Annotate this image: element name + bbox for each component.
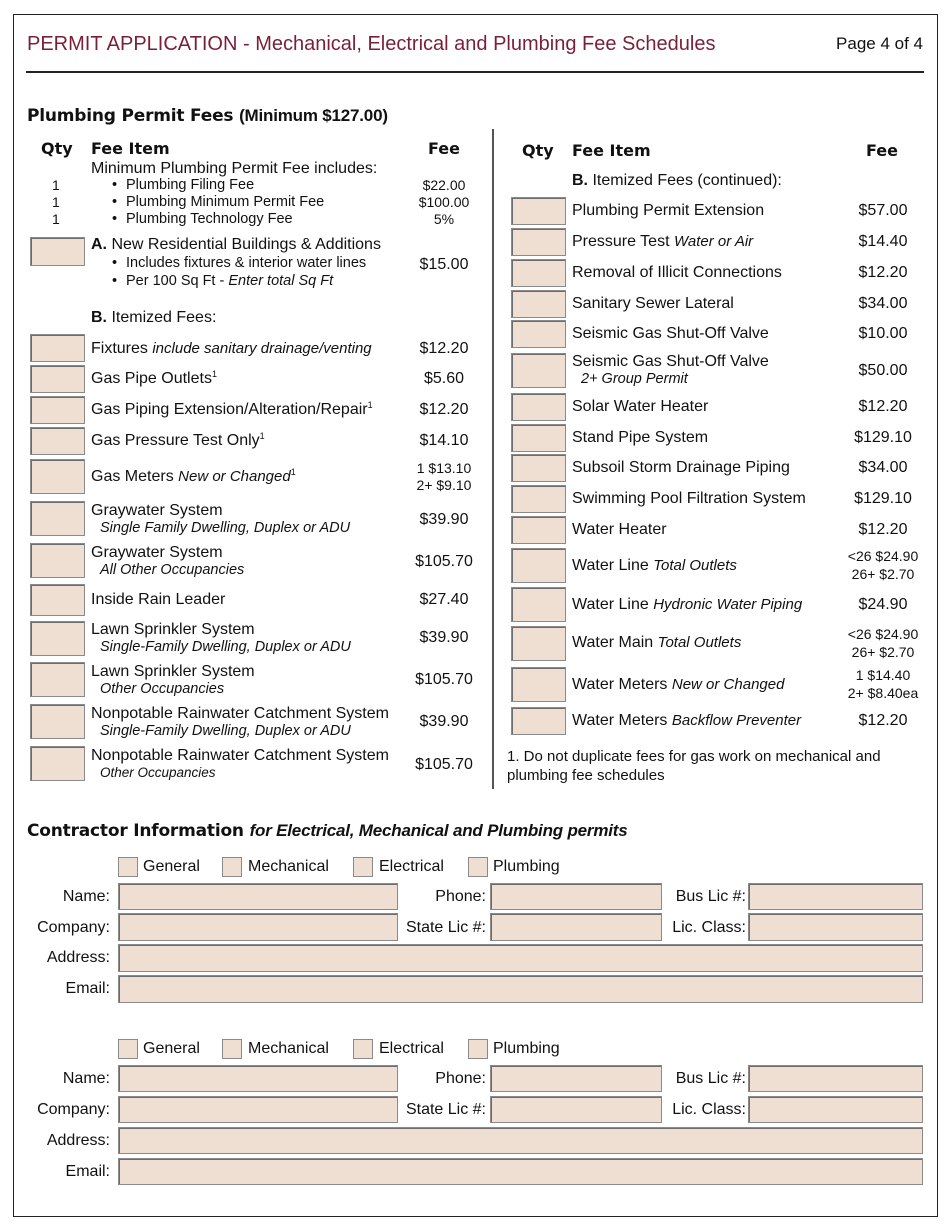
footnote-ref: 1: [290, 467, 296, 477]
fee-item-fee: $24.90: [858, 596, 908, 613]
electrical-checkbox[interactable]: [353, 857, 373, 877]
state-lic-input[interactable]: [490, 913, 662, 941]
min-includes-heading: Minimum Plumbing Permit Fee includes:: [91, 160, 378, 177]
bullet: •: [112, 194, 118, 210]
fee-item-note: include sanitary drainage/venting: [152, 340, 372, 357]
mechanical-label: Mechanical: [248, 858, 329, 875]
name-label: Name:: [62, 888, 110, 905]
bus-lic-label: Bus Lic #:: [675, 888, 746, 905]
fee-item-sub: Other Occupancies: [100, 681, 225, 697]
fee-item-main: Inside Rain Leader: [91, 591, 226, 608]
plumbing-checkbox[interactable]: [468, 1039, 488, 1059]
fee-item-sub: Other Occupancies: [100, 765, 216, 780]
qty-input-permit-extension[interactable]: [511, 197, 566, 225]
fee-item-fee-tier-2: 26+ $2.70: [851, 566, 915, 582]
fee-item-label: [572, 634, 741, 652]
a-label: A.: [91, 236, 107, 253]
b-heading-left: [91, 309, 216, 327]
fee-item-fee: $34.00: [858, 459, 908, 476]
fee-item-label: [572, 596, 802, 614]
electrical-label: Electrical: [379, 1040, 444, 1057]
fee-item-sub: Single-Family Dwelling, Duplex or ADU: [100, 723, 351, 739]
fee-item-main: Water Heater: [572, 521, 667, 538]
fee-item-fee: $50.00: [858, 362, 908, 379]
qty-input-new-residential[interactable]: [30, 237, 85, 266]
fee-item-fee: $12.20: [419, 340, 469, 357]
min-row-fee: 5%: [433, 211, 455, 227]
fee-item-note: New or Changed: [671, 676, 785, 693]
fee-item-fee-tier-2: 26+ $2.70: [851, 644, 915, 660]
qty-input-water-line-hydronic[interactable]: [511, 587, 566, 622]
email-label: Email:: [65, 1163, 110, 1180]
fee-item-fee: $12.20: [419, 401, 469, 418]
fee-item-main: Fixtures: [91, 340, 153, 357]
qty-input-subsoil-drainage[interactable]: [511, 454, 566, 482]
fee-item-main: Gas Piping Extension/Alteration/Repair: [91, 401, 368, 418]
bullet: •: [112, 273, 118, 289]
fee-item-main: Removal of Illicit Connections: [572, 264, 782, 281]
fee-item-label: [91, 468, 296, 486]
b-label: B.: [572, 172, 588, 189]
bullet: •: [112, 177, 118, 193]
plumbing-label: Plumbing: [493, 858, 560, 875]
phone-label: Phone:: [435, 1070, 486, 1087]
qty-input-stand-pipe[interactable]: [511, 424, 566, 452]
plumbing-section-title: [27, 106, 388, 126]
left-col-qty: Qty: [41, 139, 73, 158]
min-row-qty: 1: [52, 194, 60, 210]
mechanical-checkbox[interactable]: [222, 857, 242, 877]
fee-item-fee: $34.00: [858, 295, 908, 312]
fee-item-fee-tier-2: 2+ $9.10: [416, 477, 472, 493]
fee-item-label: [91, 401, 373, 419]
qty-input-illicit-connections[interactable]: [511, 259, 566, 287]
qty-input-gas-pressure-test[interactable]: [30, 427, 85, 455]
fee-item-sub: 2+ Group Permit: [581, 371, 688, 387]
qty-input-graywater-other[interactable]: [30, 543, 85, 578]
qty-input-water-main[interactable]: [511, 626, 566, 661]
min-row-fee: $100.00: [418, 194, 470, 210]
qty-input-seismic-valve-group[interactable]: [511, 353, 566, 388]
state-lic-label: State Lic #:: [405, 1101, 486, 1118]
fee-item-label: [572, 712, 801, 730]
page-number: Page 4 of 4: [836, 34, 923, 53]
footnote-ref: 1: [211, 369, 217, 379]
plumbing-label: Plumbing: [493, 1040, 560, 1057]
fee-item-sub: Single-Family Dwelling, Duplex or ADU: [100, 639, 351, 655]
fee-item-fee-tier-2: 2+ $8.40ea: [847, 685, 919, 701]
fee-item-main: Subsoil Storm Drainage Piping: [572, 459, 790, 476]
fee-item-fee: $39.90: [419, 713, 469, 730]
a-bullet-2-note: Enter total Sq Ft: [228, 273, 334, 289]
fee-item-main: Seismic Gas Shut-Off Valve: [572, 325, 769, 342]
qty-input-pool-filtration[interactable]: [511, 485, 566, 513]
fee-item-main: Water Meters: [572, 712, 672, 729]
left-col-fee-item: Fee Item: [91, 139, 170, 158]
qty-input-pressure-test[interactable]: [511, 228, 566, 256]
bus-lic-input[interactable]: [748, 1065, 923, 1092]
fee-item-fee-tier-1: <26 $24.90: [847, 626, 919, 642]
fee-item-fee: $105.70: [415, 756, 473, 773]
qty-input-gas-pipe-outlets[interactable]: [30, 365, 85, 393]
a-bullet-2-text: Per 100 Sq Ft -: [126, 273, 229, 289]
fee-item-fee: $12.20: [858, 398, 908, 415]
email-input[interactable]: [118, 975, 923, 1003]
fee-item-main: Graywater System: [91, 544, 223, 561]
fee-item-main: Water Meters: [572, 676, 672, 693]
min-row-item: Plumbing Technology Fee: [126, 211, 293, 227]
qty-input-rainwater-sfd[interactable]: [30, 704, 85, 739]
electrical-label: Electrical: [379, 858, 444, 875]
b-heading-right: [572, 172, 782, 190]
fee-item-fee: $39.90: [419, 511, 469, 528]
contractor-title: Contractor Information: [27, 821, 244, 841]
fee-item-fee: $105.70: [415, 671, 473, 688]
min-row-qty: 1: [52, 177, 60, 193]
qty-input-water-line-outlets[interactable]: [511, 548, 566, 583]
qty-input-water-heater[interactable]: [511, 516, 566, 544]
fee-item-note: Total Outlets: [657, 634, 742, 651]
electrical-checkbox[interactable]: [353, 1039, 373, 1059]
qty-input-water-meters[interactable]: [511, 667, 566, 702]
contractor-section-title: [27, 821, 628, 841]
general-label: General: [143, 858, 200, 875]
qty-input-rainwater-other[interactable]: [30, 746, 85, 781]
qty-input-seismic-valve[interactable]: [511, 320, 566, 348]
phone-input[interactable]: [490, 883, 662, 910]
phone-label: Phone:: [435, 888, 486, 905]
bus-lic-label: Bus Lic #:: [675, 1070, 746, 1087]
a-title: New Residential Buildings & Additions: [111, 236, 381, 253]
fee-item-fee: $12.20: [858, 712, 908, 729]
fee-item-fee: $27.40: [419, 591, 469, 608]
email-label: Email:: [65, 980, 110, 997]
min-row-item: Plumbing Filing Fee: [126, 177, 255, 193]
fee-item-fee-tier-1: 1 $14.40: [855, 667, 911, 683]
qty-input-gas-piping-extension[interactable]: [30, 396, 85, 424]
fee-item-fee: $14.10: [419, 432, 469, 449]
fee-item-main: Plumbing Permit Extension: [572, 202, 765, 219]
footnote-ref: 1: [367, 400, 373, 410]
company-input[interactable]: [118, 1096, 398, 1123]
fee-item-label: [572, 233, 753, 251]
fee-item-main: Water Line: [572, 557, 654, 574]
lic-class-label: Lic. Class:: [672, 919, 746, 936]
company-label: Company:: [37, 1101, 110, 1118]
left-col-fee: Fee: [428, 139, 460, 158]
fee-item-main: Stand Pipe System: [572, 429, 709, 446]
fee-item-main: Nonpotable Rainwater Catchment System: [91, 705, 389, 722]
fee-item-fee: $10.00: [858, 325, 908, 342]
name-label: Name:: [62, 1070, 110, 1087]
fee-item-label: [91, 370, 217, 388]
fee-item-fee: $12.20: [858, 264, 908, 281]
min-row-item: Plumbing Minimum Permit Fee: [126, 194, 325, 210]
mechanical-checkbox[interactable]: [222, 1039, 242, 1059]
fee-item-main: Gas Meters: [91, 468, 179, 485]
name-input[interactable]: [118, 883, 398, 910]
fee-item-main: Gas Pipe Outlets: [91, 370, 212, 387]
b-title-continued: Itemized Fees (continued):: [592, 172, 782, 189]
fee-item-label: [572, 557, 737, 575]
general-checkbox[interactable]: [118, 1039, 138, 1059]
general-label: General: [143, 1040, 200, 1057]
column-divider: [492, 129, 494, 789]
plumbing-checkbox[interactable]: [468, 857, 488, 877]
fee-item-fee-tier-1: 1 $13.10: [416, 460, 472, 476]
company-label: Company:: [37, 919, 110, 936]
lic-class-input[interactable]: [748, 913, 923, 941]
address-input[interactable]: [118, 944, 923, 972]
page-title: PERMIT APPLICATION - Mechanical, Electrical and Plumbing Fee Schedules: [27, 33, 716, 55]
fee-item-fee: $105.70: [415, 553, 473, 570]
a-bullet-1: Includes fixtures & interior water lines: [126, 255, 367, 271]
qty-input-lawn-sprinkler-sfd[interactable]: [30, 621, 85, 656]
fee-item-main: Seismic Gas Shut-Off Valve: [572, 353, 769, 370]
contractor-subtitle: for Electrical, Mechanical and Plumbing permits: [249, 821, 628, 840]
fee-item-main: Sanitary Sewer Lateral: [572, 295, 734, 312]
name-input[interactable]: [118, 1065, 398, 1092]
fee-item-fee: $129.10: [854, 429, 912, 446]
company-input[interactable]: [118, 913, 398, 941]
right-col-qty: Qty: [522, 141, 554, 160]
phone-input[interactable]: [490, 1065, 662, 1092]
plumbing-title: Plumbing Permit Fees: [27, 106, 234, 126]
fee-item-main: Water Main: [572, 634, 658, 651]
fee-item-main: Pressure Test: [572, 233, 674, 250]
address-input[interactable]: [118, 1127, 923, 1154]
a-row-title: [91, 236, 381, 254]
email-input[interactable]: [118, 1158, 923, 1185]
fee-item-sub: Single Family Dwelling, Duplex or ADU: [100, 520, 351, 536]
bullet: •: [112, 211, 118, 227]
fee-item-note: Total Outlets: [653, 557, 737, 574]
bullet: •: [112, 255, 118, 271]
address-label: Address:: [46, 1132, 110, 1149]
fee-item-fee: $5.60: [423, 370, 465, 387]
fee-item-note: New or Changed: [178, 468, 291, 485]
qty-input-solar-water-heater[interactable]: [511, 393, 566, 421]
qty-input-sewer-lateral[interactable]: [511, 290, 566, 318]
a-fee: $15.00: [419, 256, 469, 273]
fee-item-sub: All Other Occupancies: [100, 562, 245, 578]
lic-class-input[interactable]: [748, 1096, 923, 1123]
qty-input-graywater-sfd[interactable]: [30, 501, 85, 536]
general-checkbox[interactable]: [118, 857, 138, 877]
fee-item-label: [91, 340, 372, 358]
fee-item-main: Water Line: [572, 596, 654, 613]
fee-item-fee: $129.10: [854, 490, 912, 507]
min-row-qty: 1: [52, 211, 60, 227]
fee-item-fee-tier-1: <26 $24.90: [847, 548, 919, 564]
right-col-fee-item: Fee Item: [572, 141, 651, 160]
fee-item-note: Hydronic Water Piping: [653, 596, 803, 613]
state-lic-label: State Lic #:: [405, 919, 486, 936]
fee-item-label: [572, 676, 784, 694]
bus-lic-input[interactable]: [748, 883, 923, 910]
state-lic-input[interactable]: [490, 1096, 662, 1123]
b-label: B.: [91, 309, 107, 326]
footnote-ref: 1: [259, 431, 265, 441]
qty-input-inside-rain-leader[interactable]: [30, 584, 85, 616]
address-label: Address:: [46, 949, 110, 966]
fee-item-main: Gas Pressure Test Only: [91, 432, 260, 449]
mechanical-label: Mechanical: [248, 1040, 329, 1057]
fee-item-label: [91, 432, 265, 450]
qty-input-lawn-sprinkler-other[interactable]: [30, 662, 85, 697]
fee-item-fee: $39.90: [419, 629, 469, 646]
qty-input-backflow-preventer[interactable]: [511, 707, 566, 735]
fee-item-fee: $14.40: [858, 233, 908, 250]
fee-item-note: Backflow Preventer: [671, 712, 802, 729]
right-col-fee: Fee: [866, 141, 898, 160]
qty-input-fixtures[interactable]: [30, 334, 85, 362]
footnote-line-2: plumbing fee schedules: [507, 767, 665, 784]
qty-input-gas-meters[interactable]: [30, 459, 85, 494]
fee-item-main: Nonpotable Rainwater Catchment System: [91, 747, 389, 764]
header-divider: [26, 71, 924, 73]
min-row-fee: $22.00: [422, 177, 466, 193]
fee-item-main: Lawn Sprinkler System: [91, 621, 255, 638]
a-bullet-2: [126, 273, 333, 289]
fee-item-main: Graywater System: [91, 502, 223, 519]
fee-item-main: Solar Water Heater: [572, 398, 709, 415]
lic-class-label: Lic. Class:: [672, 1101, 746, 1118]
fee-item-fee: $12.20: [858, 521, 908, 538]
fee-item-main: Lawn Sprinkler System: [91, 663, 255, 680]
plumbing-minimum: (Minimum $127.00): [239, 106, 388, 125]
fee-item-note: Water or Air: [673, 233, 754, 250]
b-title: Itemized Fees:: [111, 309, 217, 326]
footnote-line-1: 1. Do not duplicate fees for gas work on mechanical and: [507, 748, 881, 765]
fee-item-main: Swimming Pool Filtration System: [572, 490, 806, 507]
fee-item-fee: $57.00: [858, 202, 908, 219]
